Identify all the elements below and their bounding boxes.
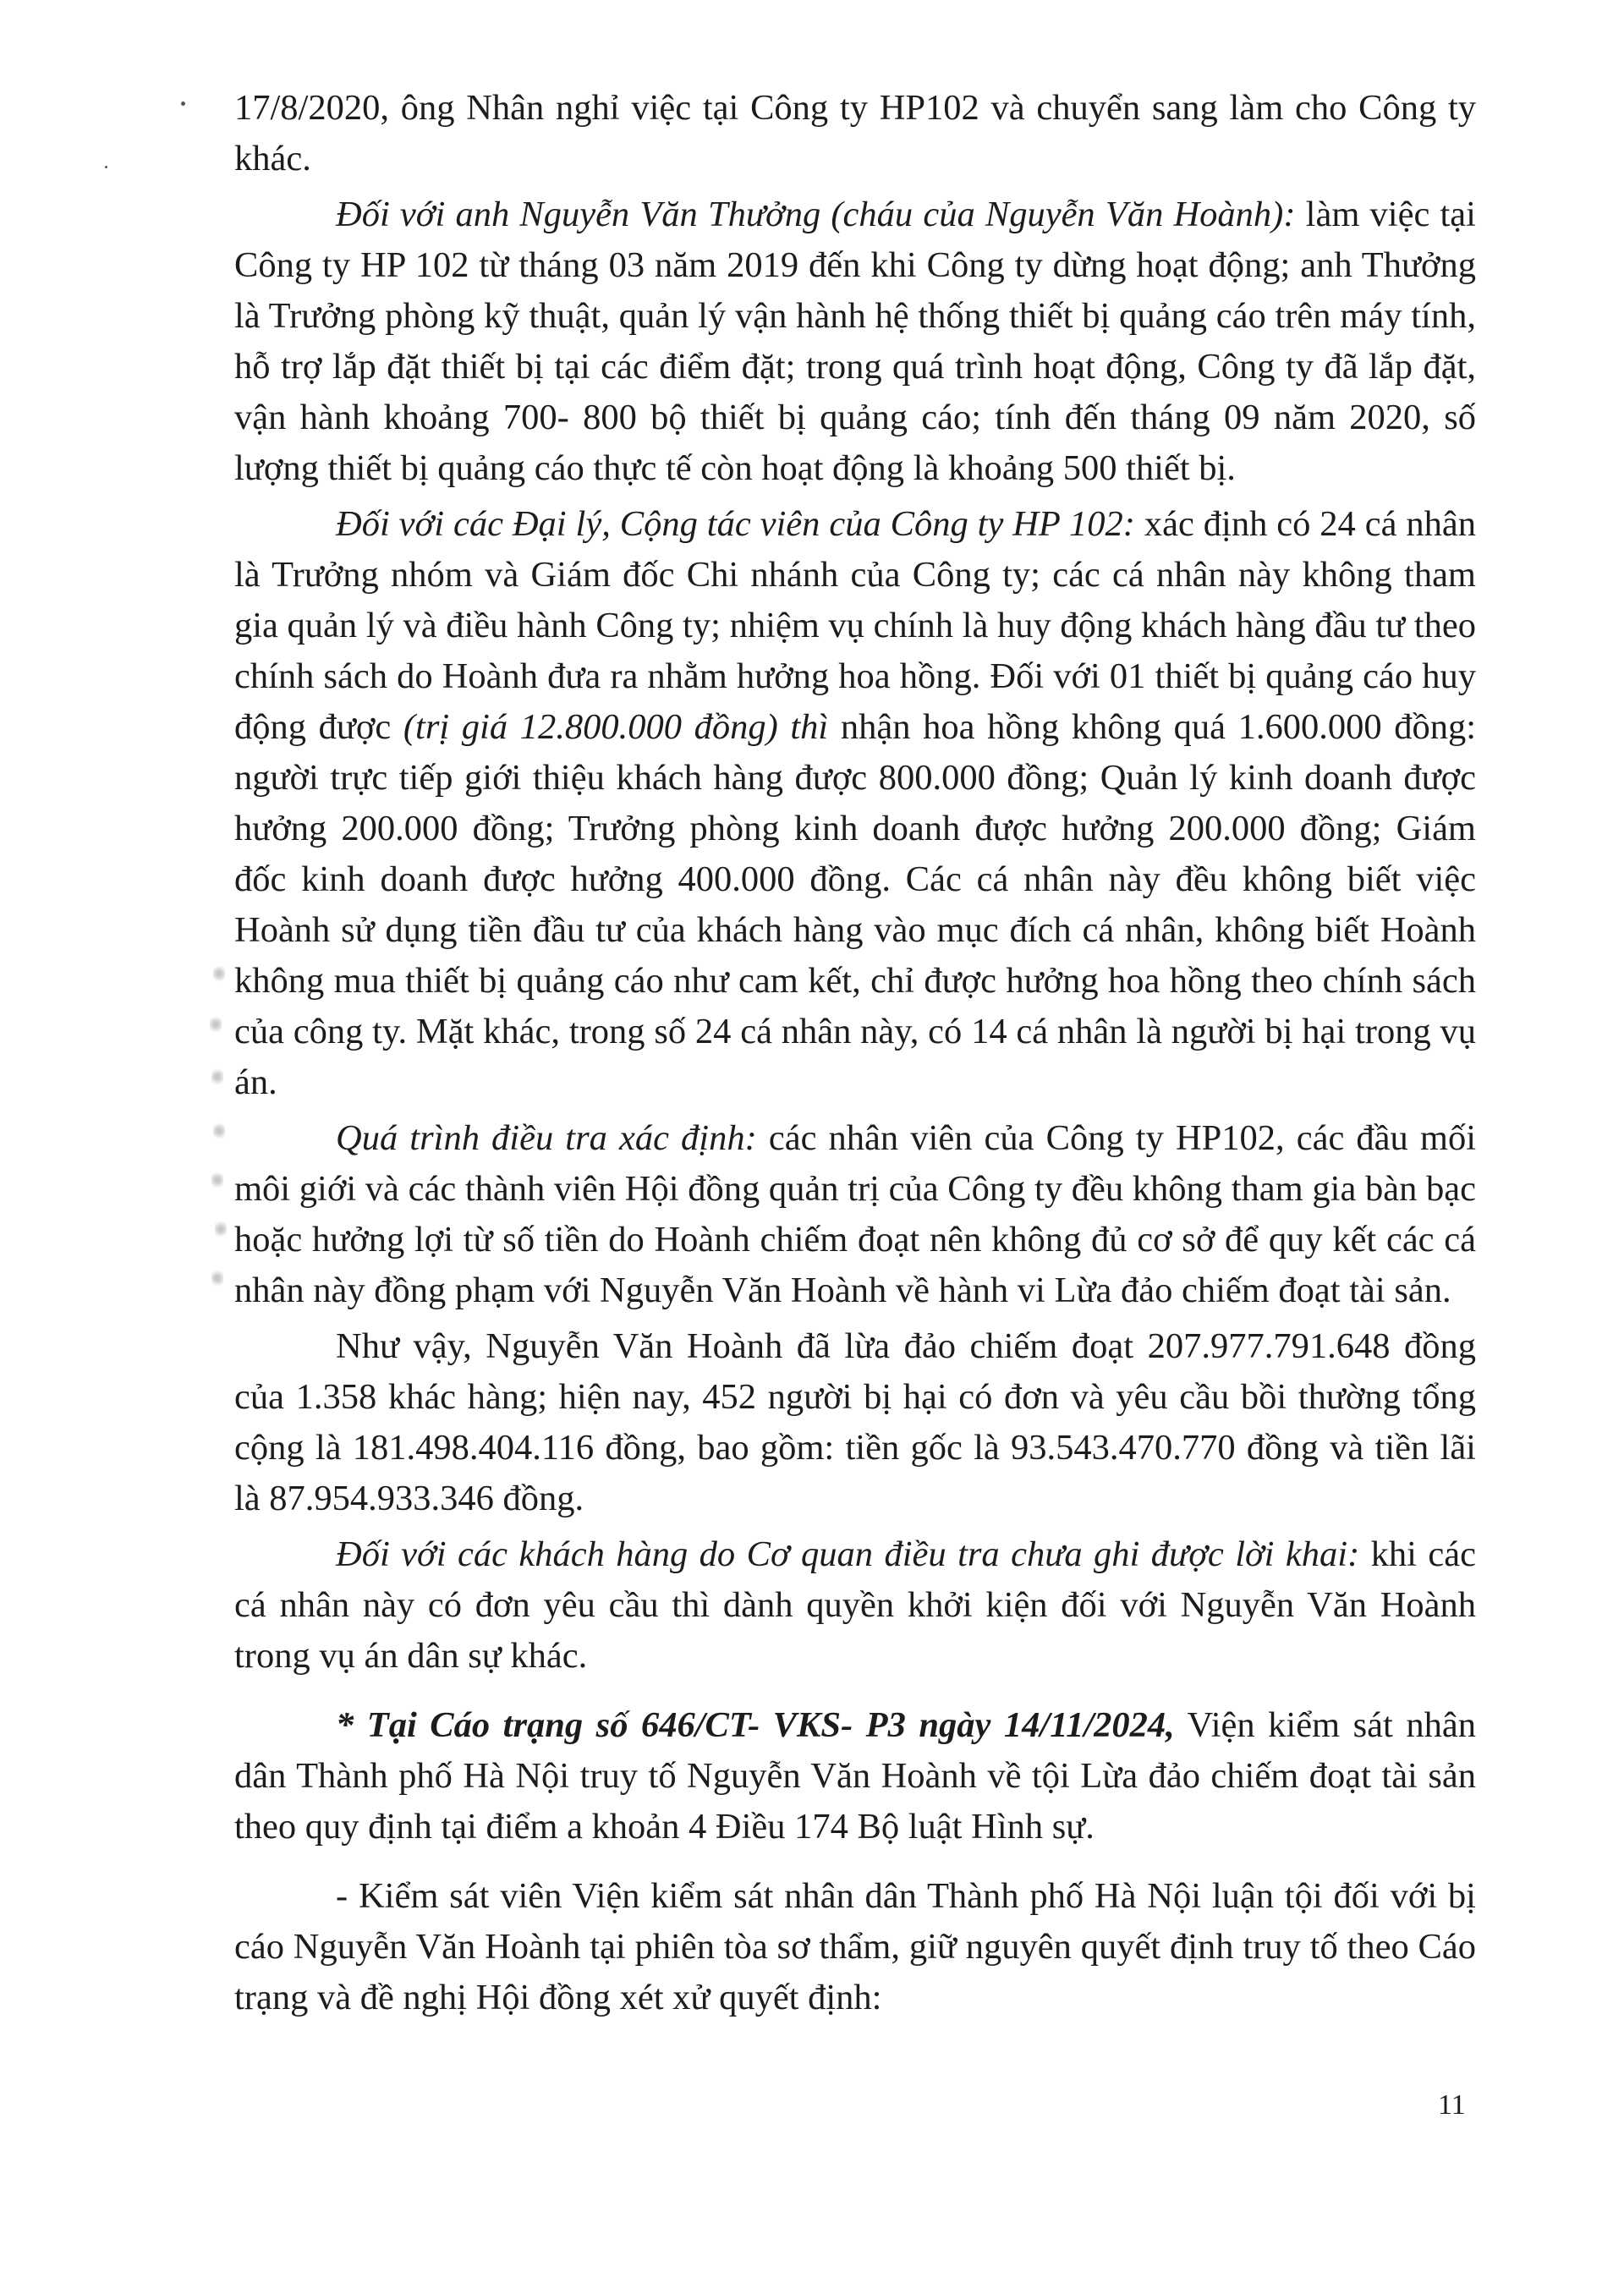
scan-smudge — [215, 1220, 227, 1238]
paragraph-agents — [234, 499, 1476, 1108]
paragraph-indictment — [234, 1700, 1476, 1852]
text-run: Như vậy, Nguyễn Văn Hoành đã lừa đảo chiếm đoạt 207.977.791.648 đồng của 1.358 khác hàng; hiện nay, 452 người bị hại có đơn và yêu cầu bồi thường tổng cộng là 181.498.404.116 đồng, bao gồm: tiền gốc là 93.543.470.770 đồng và tiền lãi là 87.954.933.346 đồng. — [234, 1326, 1476, 1518]
scan-smudge — [213, 1122, 225, 1140]
paragraph-thuong — [234, 189, 1476, 494]
text-run-bold-italic: * Tại Cáo trạng số 646/CT- VKS- P3 ngày 14/11/2024, — [336, 1705, 1175, 1745]
scan-smudge — [211, 1067, 223, 1086]
text-run: nhận hoa hồng không quá 1.600.000 đồng: người trực tiếp giới thiệu khách hàng được 800.000 đồng; Quản lý kinh doanh được hưởng 200.000 đồng; Trưởng phòng kinh doanh được hưởng 200.000 đồng; Giám đốc kinh doanh được hưởng 400.000 đồng. Các cá nhân này đều không biết việc Hoành sử dụng tiền đầu tư của khách hàng vào mục đích cá nhân, không biết Hoành không mua thiết bị quảng cáo như cam kết, chỉ được hưởng hoa hồng theo chính sách của công ty. Mặt khác, trong số 24 cá nhân này, có 14 cá nhân là người bị hại trong vụ án. — [234, 707, 1476, 1102]
text-run-italic: Đối với các khách hàng do Cơ quan điều tra chưa ghi được lời khai: — [336, 1534, 1360, 1574]
scan-smudge — [211, 1269, 223, 1287]
text-run: khi các cá nhân này có đơn yêu cầu thì dành quyền khởi kiện đối với Nguyễn Văn Hoành trong vụ án dân sự khác. — [234, 1534, 1476, 1676]
paragraph-investigation — [234, 1113, 1476, 1316]
page-number: 11 — [1438, 2089, 1466, 2121]
text-run-italic: (trị giá 12.800.000 đồng) thì — [403, 707, 829, 747]
paragraph-customers — [234, 1529, 1476, 1682]
text-run: - Kiểm sát viên Viện kiểm sát nhân dân Thành phố Hà Nội luận tội đối với bị cáo Nguyễn Văn Hoành tại phiên tòa sơ thẩm, giữ nguyên quyết định truy tố theo Cáo trạng và đề nghị Hội đồng xét xử quyết định: — [234, 1876, 1476, 2017]
text-run: 17/8/2020, ông Nhân nghỉ việc tại Công ty HP102 và chuyển sang làm cho Công ty khác. — [234, 88, 1476, 178]
scan-speck — [181, 102, 185, 106]
scan-smudge — [210, 1015, 222, 1034]
paragraph-employee-nhan — [234, 83, 1476, 184]
scan-speck — [105, 166, 107, 168]
text-run-italic: Quá trình điều tra xác định: — [336, 1118, 757, 1158]
text-run: xác định có 24 cá nhân là Trưởng nhóm và Giám đốc Chi nhánh của Công ty; các cá nhân này không tham gia quản lý và điều hành Công ty; nhiệm vụ chính là huy động khách hàng đầu tư theo chính sách do Hoành đưa ra nhằm hưởng hoa hồng. Đối với 01 thiết bị quảng cáo huy động được — [234, 504, 1476, 747]
paragraph-prosecutor — [234, 1871, 1476, 2023]
document-body — [234, 83, 1476, 2023]
text-run: Viện kiểm sát nhân dân Thành phố Hà Nội truy tố Nguyễn Văn Hoành về tội Lừa đảo chiếm đoạt tài sản theo quy định tại điểm a khoản 4 Điều 174 Bộ luật Hình sự. — [234, 1705, 1476, 1847]
text-run: các nhân viên của Công ty HP102, các đầu mối môi giới và các thành viên Hội đồng quản trị của Công ty đều không tham gia bàn bạc hoặc hưởng lợi từ số tiền do Hoành chiếm đoạt nên không đủ cơ sở để quy kết các cá nhân này đồng phạm với Nguyễn Văn Hoành về hành vi Lừa đảo chiếm đoạt tài sản. — [234, 1118, 1476, 1310]
scan-smudge — [213, 964, 225, 983]
paragraph-summary — [234, 1321, 1476, 1524]
scan-smudge — [211, 1171, 223, 1189]
text-run-italic: Đối với các Đại lý, Cộng tác viên của Công ty HP 102: — [336, 504, 1135, 544]
text-run: làm việc tại Công ty HP 102 từ tháng 03 năm 2019 đến khi Công ty dừng hoạt động; anh Thưởng là Trưởng phòng kỹ thuật, quản lý vận hành hệ thống thiết bị quảng cáo trên máy tính, hỗ trợ lắp đặt thiết bị tại các điểm đặt; trong quá trình hoạt động, Công ty đã lắp đặt, vận hành khoảng 700- 800 bộ thiết bị quảng cáo; tính đến tháng 09 năm 2020, số lượng thiết bị quảng cáo thực tế còn hoạt động là khoảng 500 thiết bị. — [234, 195, 1476, 488]
text-run-italic: Đối với anh Nguyễn Văn Thưởng (cháu của Nguyễn Văn Hoành): — [336, 195, 1296, 234]
